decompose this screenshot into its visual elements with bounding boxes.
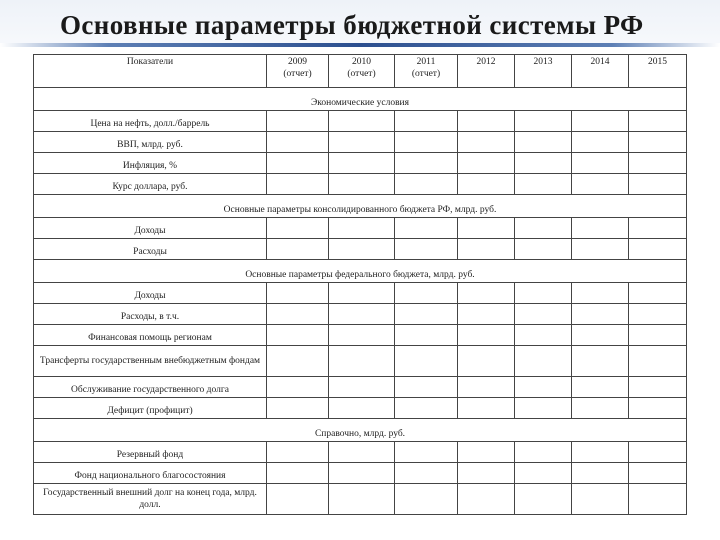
value-cell bbox=[395, 325, 458, 346]
value-cell bbox=[515, 111, 572, 132]
header-year-note: (отчет) bbox=[411, 69, 441, 79]
header-year-2013 bbox=[515, 55, 572, 88]
value-cell bbox=[267, 442, 329, 463]
row-label: Курс доллара, руб. bbox=[34, 174, 267, 195]
value-cell bbox=[395, 463, 458, 484]
header-year-note: (отчет) bbox=[347, 69, 376, 79]
section-title: Основные параметры консолидированного бюджета РФ, млрд. руб. bbox=[34, 195, 687, 218]
value-cell bbox=[267, 377, 329, 398]
value-cell bbox=[395, 132, 458, 153]
section-title: Основные параметры федерального бюджета, млрд. руб. bbox=[34, 260, 687, 283]
value-cell bbox=[458, 304, 515, 325]
row-label: Фонд национального благосостояния bbox=[34, 463, 267, 484]
table-row bbox=[34, 132, 687, 153]
value-cell bbox=[572, 111, 629, 132]
value-cell bbox=[395, 398, 458, 419]
row-label: Государственный внешний долг на конец года, млрд. долл. bbox=[34, 484, 267, 515]
header-year-2010 bbox=[329, 55, 395, 88]
value-cell bbox=[458, 346, 515, 377]
header-year-note: (отчет) bbox=[283, 69, 312, 79]
value-cell bbox=[572, 153, 629, 174]
value-cell bbox=[458, 218, 515, 239]
value-cell bbox=[267, 218, 329, 239]
value-cell bbox=[629, 398, 687, 419]
value-cell bbox=[629, 377, 687, 398]
header-year-2015 bbox=[629, 55, 687, 88]
value-cell bbox=[572, 463, 629, 484]
value-cell bbox=[267, 398, 329, 419]
value-cell bbox=[395, 346, 458, 377]
value-cell bbox=[458, 132, 515, 153]
header-year-2009 bbox=[267, 55, 329, 88]
value-cell bbox=[629, 484, 687, 515]
value-cell bbox=[515, 153, 572, 174]
value-cell bbox=[629, 218, 687, 239]
section-header-row bbox=[34, 195, 687, 218]
value-cell bbox=[572, 346, 629, 377]
value-cell bbox=[458, 377, 515, 398]
header-year: 2012 bbox=[476, 57, 496, 67]
value-cell bbox=[629, 463, 687, 484]
value-cell bbox=[395, 174, 458, 195]
row-label: Дефицит (профицит) bbox=[34, 398, 267, 419]
value-cell bbox=[515, 484, 572, 515]
table-row bbox=[34, 325, 687, 346]
value-cell bbox=[629, 239, 687, 260]
header-year: 2013 bbox=[533, 57, 553, 67]
value-cell bbox=[267, 484, 329, 515]
value-cell bbox=[458, 239, 515, 260]
value-cell bbox=[395, 111, 458, 132]
row-label: Обслуживание государственного долга bbox=[34, 377, 267, 398]
table-row bbox=[34, 111, 687, 132]
value-cell bbox=[572, 442, 629, 463]
value-cell bbox=[329, 304, 395, 325]
value-cell bbox=[329, 442, 395, 463]
value-cell bbox=[629, 346, 687, 377]
value-cell bbox=[572, 218, 629, 239]
table-row bbox=[34, 239, 687, 260]
header-year: 2014 bbox=[590, 57, 610, 67]
section-header-row bbox=[34, 419, 687, 442]
value-cell bbox=[629, 111, 687, 132]
value-cell bbox=[267, 283, 329, 304]
value-cell bbox=[267, 463, 329, 484]
value-cell bbox=[395, 283, 458, 304]
value-cell bbox=[629, 304, 687, 325]
value-cell bbox=[329, 153, 395, 174]
section-header-row bbox=[34, 260, 687, 283]
value-cell bbox=[515, 463, 572, 484]
table-row bbox=[34, 377, 687, 398]
table-row bbox=[34, 463, 687, 484]
table-body bbox=[34, 55, 687, 515]
value-cell bbox=[395, 484, 458, 515]
value-cell bbox=[458, 325, 515, 346]
section-header-row bbox=[34, 88, 687, 111]
table-row bbox=[34, 304, 687, 325]
table-row bbox=[34, 398, 687, 419]
value-cell bbox=[458, 463, 515, 484]
value-cell bbox=[458, 174, 515, 195]
value-cell bbox=[572, 132, 629, 153]
header-year-2012 bbox=[458, 55, 515, 88]
value-cell bbox=[515, 304, 572, 325]
value-cell bbox=[458, 111, 515, 132]
value-cell bbox=[395, 239, 458, 260]
value-cell bbox=[515, 325, 572, 346]
section-title: Справочно, млрд. руб. bbox=[34, 419, 687, 442]
value-cell bbox=[629, 174, 687, 195]
value-cell bbox=[329, 218, 395, 239]
value-cell bbox=[329, 239, 395, 260]
header-year: 2011 bbox=[416, 57, 436, 67]
header-year: 2009 bbox=[288, 57, 307, 67]
value-cell bbox=[395, 304, 458, 325]
title-underline bbox=[0, 43, 720, 47]
value-cell bbox=[629, 442, 687, 463]
header-year: 2015 bbox=[648, 57, 667, 67]
value-cell bbox=[329, 283, 395, 304]
value-cell bbox=[267, 239, 329, 260]
header-year-2014 bbox=[572, 55, 629, 88]
value-cell bbox=[515, 174, 572, 195]
value-cell bbox=[515, 283, 572, 304]
value-cell bbox=[267, 346, 329, 377]
value-cell bbox=[515, 239, 572, 260]
table-row bbox=[34, 484, 687, 515]
value-cell bbox=[572, 304, 629, 325]
row-label: Расходы, в т.ч. bbox=[34, 304, 267, 325]
value-cell bbox=[267, 132, 329, 153]
page-title: Основные параметры бюджетной системы РФ bbox=[60, 10, 644, 40]
row-label: Резервный фонд bbox=[34, 442, 267, 463]
value-cell bbox=[329, 132, 395, 153]
value-cell bbox=[395, 153, 458, 174]
value-cell bbox=[267, 153, 329, 174]
value-cell bbox=[395, 218, 458, 239]
value-cell bbox=[458, 153, 515, 174]
value-cell bbox=[572, 377, 629, 398]
row-label: Расходы bbox=[34, 239, 267, 260]
value-cell bbox=[629, 132, 687, 153]
value-cell bbox=[329, 325, 395, 346]
row-label: ВВП, млрд. руб. bbox=[34, 132, 267, 153]
table-row bbox=[34, 442, 687, 463]
table-row bbox=[34, 174, 687, 195]
row-label: Трансферты государственным внебюджетным фондам bbox=[34, 346, 267, 377]
value-cell bbox=[572, 325, 629, 346]
value-cell bbox=[572, 174, 629, 195]
row-label: Доходы bbox=[34, 218, 267, 239]
value-cell bbox=[572, 398, 629, 419]
value-cell bbox=[629, 153, 687, 174]
value-cell bbox=[515, 377, 572, 398]
table-row bbox=[34, 346, 687, 377]
header-year-2011 bbox=[395, 55, 458, 88]
value-cell bbox=[458, 442, 515, 463]
value-cell bbox=[458, 283, 515, 304]
value-cell bbox=[329, 174, 395, 195]
value-cell bbox=[267, 304, 329, 325]
value-cell bbox=[572, 283, 629, 304]
value-cell bbox=[329, 484, 395, 515]
table-row bbox=[34, 283, 687, 304]
value-cell bbox=[458, 398, 515, 419]
value-cell bbox=[329, 398, 395, 419]
value-cell bbox=[395, 442, 458, 463]
value-cell bbox=[329, 377, 395, 398]
value-cell bbox=[329, 111, 395, 132]
value-cell bbox=[395, 377, 458, 398]
header-year: 2010 bbox=[352, 57, 371, 67]
table-row bbox=[34, 218, 687, 239]
value-cell bbox=[458, 484, 515, 515]
table-row bbox=[34, 153, 687, 174]
table-header-row bbox=[34, 55, 687, 88]
value-cell bbox=[629, 325, 687, 346]
value-cell bbox=[329, 346, 395, 377]
budget-parameters-table bbox=[33, 54, 687, 515]
value-cell bbox=[515, 442, 572, 463]
value-cell bbox=[515, 218, 572, 239]
value-cell bbox=[629, 283, 687, 304]
section-title: Экономические условия bbox=[34, 88, 687, 111]
value-cell bbox=[267, 174, 329, 195]
value-cell bbox=[515, 346, 572, 377]
row-label: Цена на нефть, долл./баррель bbox=[34, 111, 267, 132]
value-cell bbox=[572, 484, 629, 515]
row-label: Доходы bbox=[34, 283, 267, 304]
header-indicator: Показатели bbox=[34, 55, 267, 88]
value-cell bbox=[267, 111, 329, 132]
row-label: Инфляция, % bbox=[34, 153, 267, 174]
value-cell bbox=[329, 463, 395, 484]
value-cell bbox=[267, 325, 329, 346]
row-label: Финансовая помощь регионам bbox=[34, 325, 267, 346]
value-cell bbox=[515, 398, 572, 419]
value-cell bbox=[572, 239, 629, 260]
value-cell bbox=[515, 132, 572, 153]
